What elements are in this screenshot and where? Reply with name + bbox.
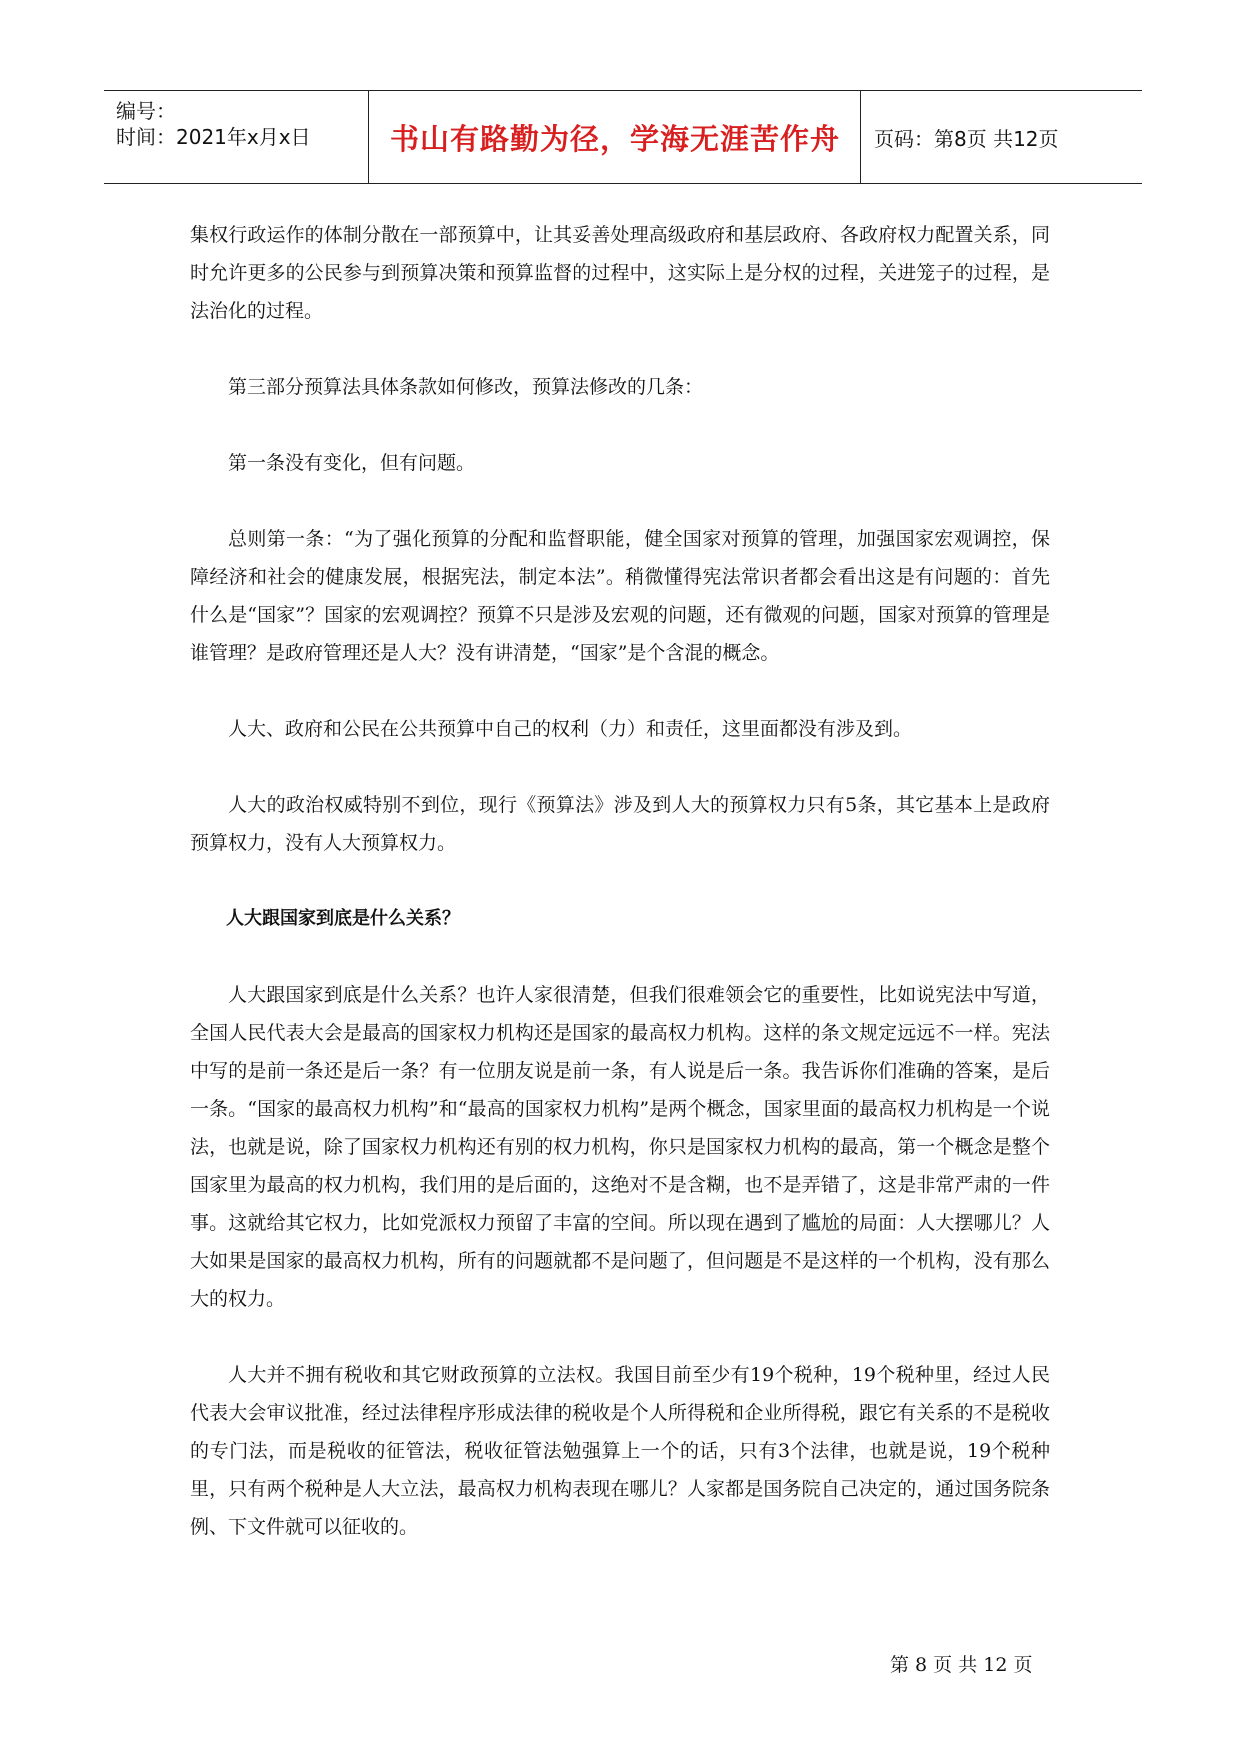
header-page-code: 页码：第8页 共12页: [874, 126, 1059, 151]
header-middle-cell: [370, 91, 860, 183]
paragraph-3: 第一条没有变化，但有问题。: [228, 452, 476, 474]
page-footer: 第 8 页 共 12 页: [890, 1654, 1033, 1676]
paragraph-2: 第三部分预算法具体条款如何修改，预算法修改的几条：: [228, 376, 704, 398]
document-header: [104, 90, 1142, 184]
header-motto: 书山有路勤为径，学海无涯苦作舟: [389, 121, 840, 156]
header-divider-left: [368, 91, 369, 183]
section-heading: 人大跟国家到底是什么关系？: [226, 908, 460, 929]
document-body: [190, 216, 1050, 1584]
paragraph-1: 集权行政运作的体制分散在一部预算中，让其妥善处理高级政府和基层政府、各政府权力配置关系，同时允许更多的公民参与到预算决策和预算监督的过程中，这实际上是分权的过程，关进笼子的过程，是法治化的过程。: [190, 224, 1050, 322]
paragraph-6: 人大的政治权威特别不到位，现行《预算法》涉及到人大的预算权力只有5条，其它基本上是政府预算权力，没有人大预算权力。: [190, 794, 1050, 854]
header-divider-right: [860, 91, 861, 183]
header-left-cell: [116, 91, 366, 183]
paragraph-5: 人大、政府和公民在公共预算中自己的权利（力）和责任，这里面都没有涉及到。: [228, 718, 913, 740]
paragraph-4: 总则第一条：“为了强化预算的分配和监督职能，健全国家对预算的管理，加强国家宏观调控，保障经济和社会的健康发展，根据宪法，制定本法”。稍微懂得宪法常识者都会看出这是有问题的：首先什么是“国家”？国家的宏观调控？预算不只是涉及宏观的问题，还有微观的问题，国家对预算的管理是谁管理？是政府管理还是人大？没有讲清楚，“国家”是个含混的概念。: [190, 528, 1050, 664]
number-label: 编号：: [116, 99, 176, 123]
time-label: 时间：2021年x月x日: [116, 125, 311, 149]
paragraph-7: 人大跟国家到底是什么关系？也许人家很清楚，但我们很难领会它的重要性，比如说宪法中写道，全国人民代表大会是最高的国家权力机构还是国家的最高权力机构。这样的条文规定远远不一样。宪法中写的是前一条还是后一条？有一位朋友说是前一条，有人说是后一条。我告诉你们准确的答案，是后一条。“国家的最高权力机构”和“最高的国家权力机构”是两个概念，国家里面的最高权力机构是一个说法，也就是说，除了国家权力机构还有别的权力机构，你只是国家权力机构的最高，第一个概念是整个国家里为最高的权力机构，我们用的是后面的，这绝对不是含糊，也不是弄错了，这是非常严肃的一件事。这就给其它权力，比如党派权力预留了丰富的空间。所以现在遇到了尴尬的局面：人大摆哪儿？人大如果是国家的最高权力机构，所有的问题就都不是问题了，但问题是不是这样的一个机构，没有那么大的权力。: [190, 984, 1050, 1310]
paragraph-8: 人大并不拥有税收和其它财政预算的立法权。我国目前至少有19个税种，19个税种里，经过人民代表大会审议批准，经过法律程序形成法律的税收是个人所得税和企业所得税，跟它有关系的不是税收的专门法，而是税收的征管法，税收征管法勉强算上一个的话，只有3个法律，也就是说，19个税种里，只有两个税种是人大立法，最高权力机构表现在哪儿？人家都是国务院自己决定的，通过国务院条例、下文件就可以征收的。: [190, 1364, 1050, 1538]
